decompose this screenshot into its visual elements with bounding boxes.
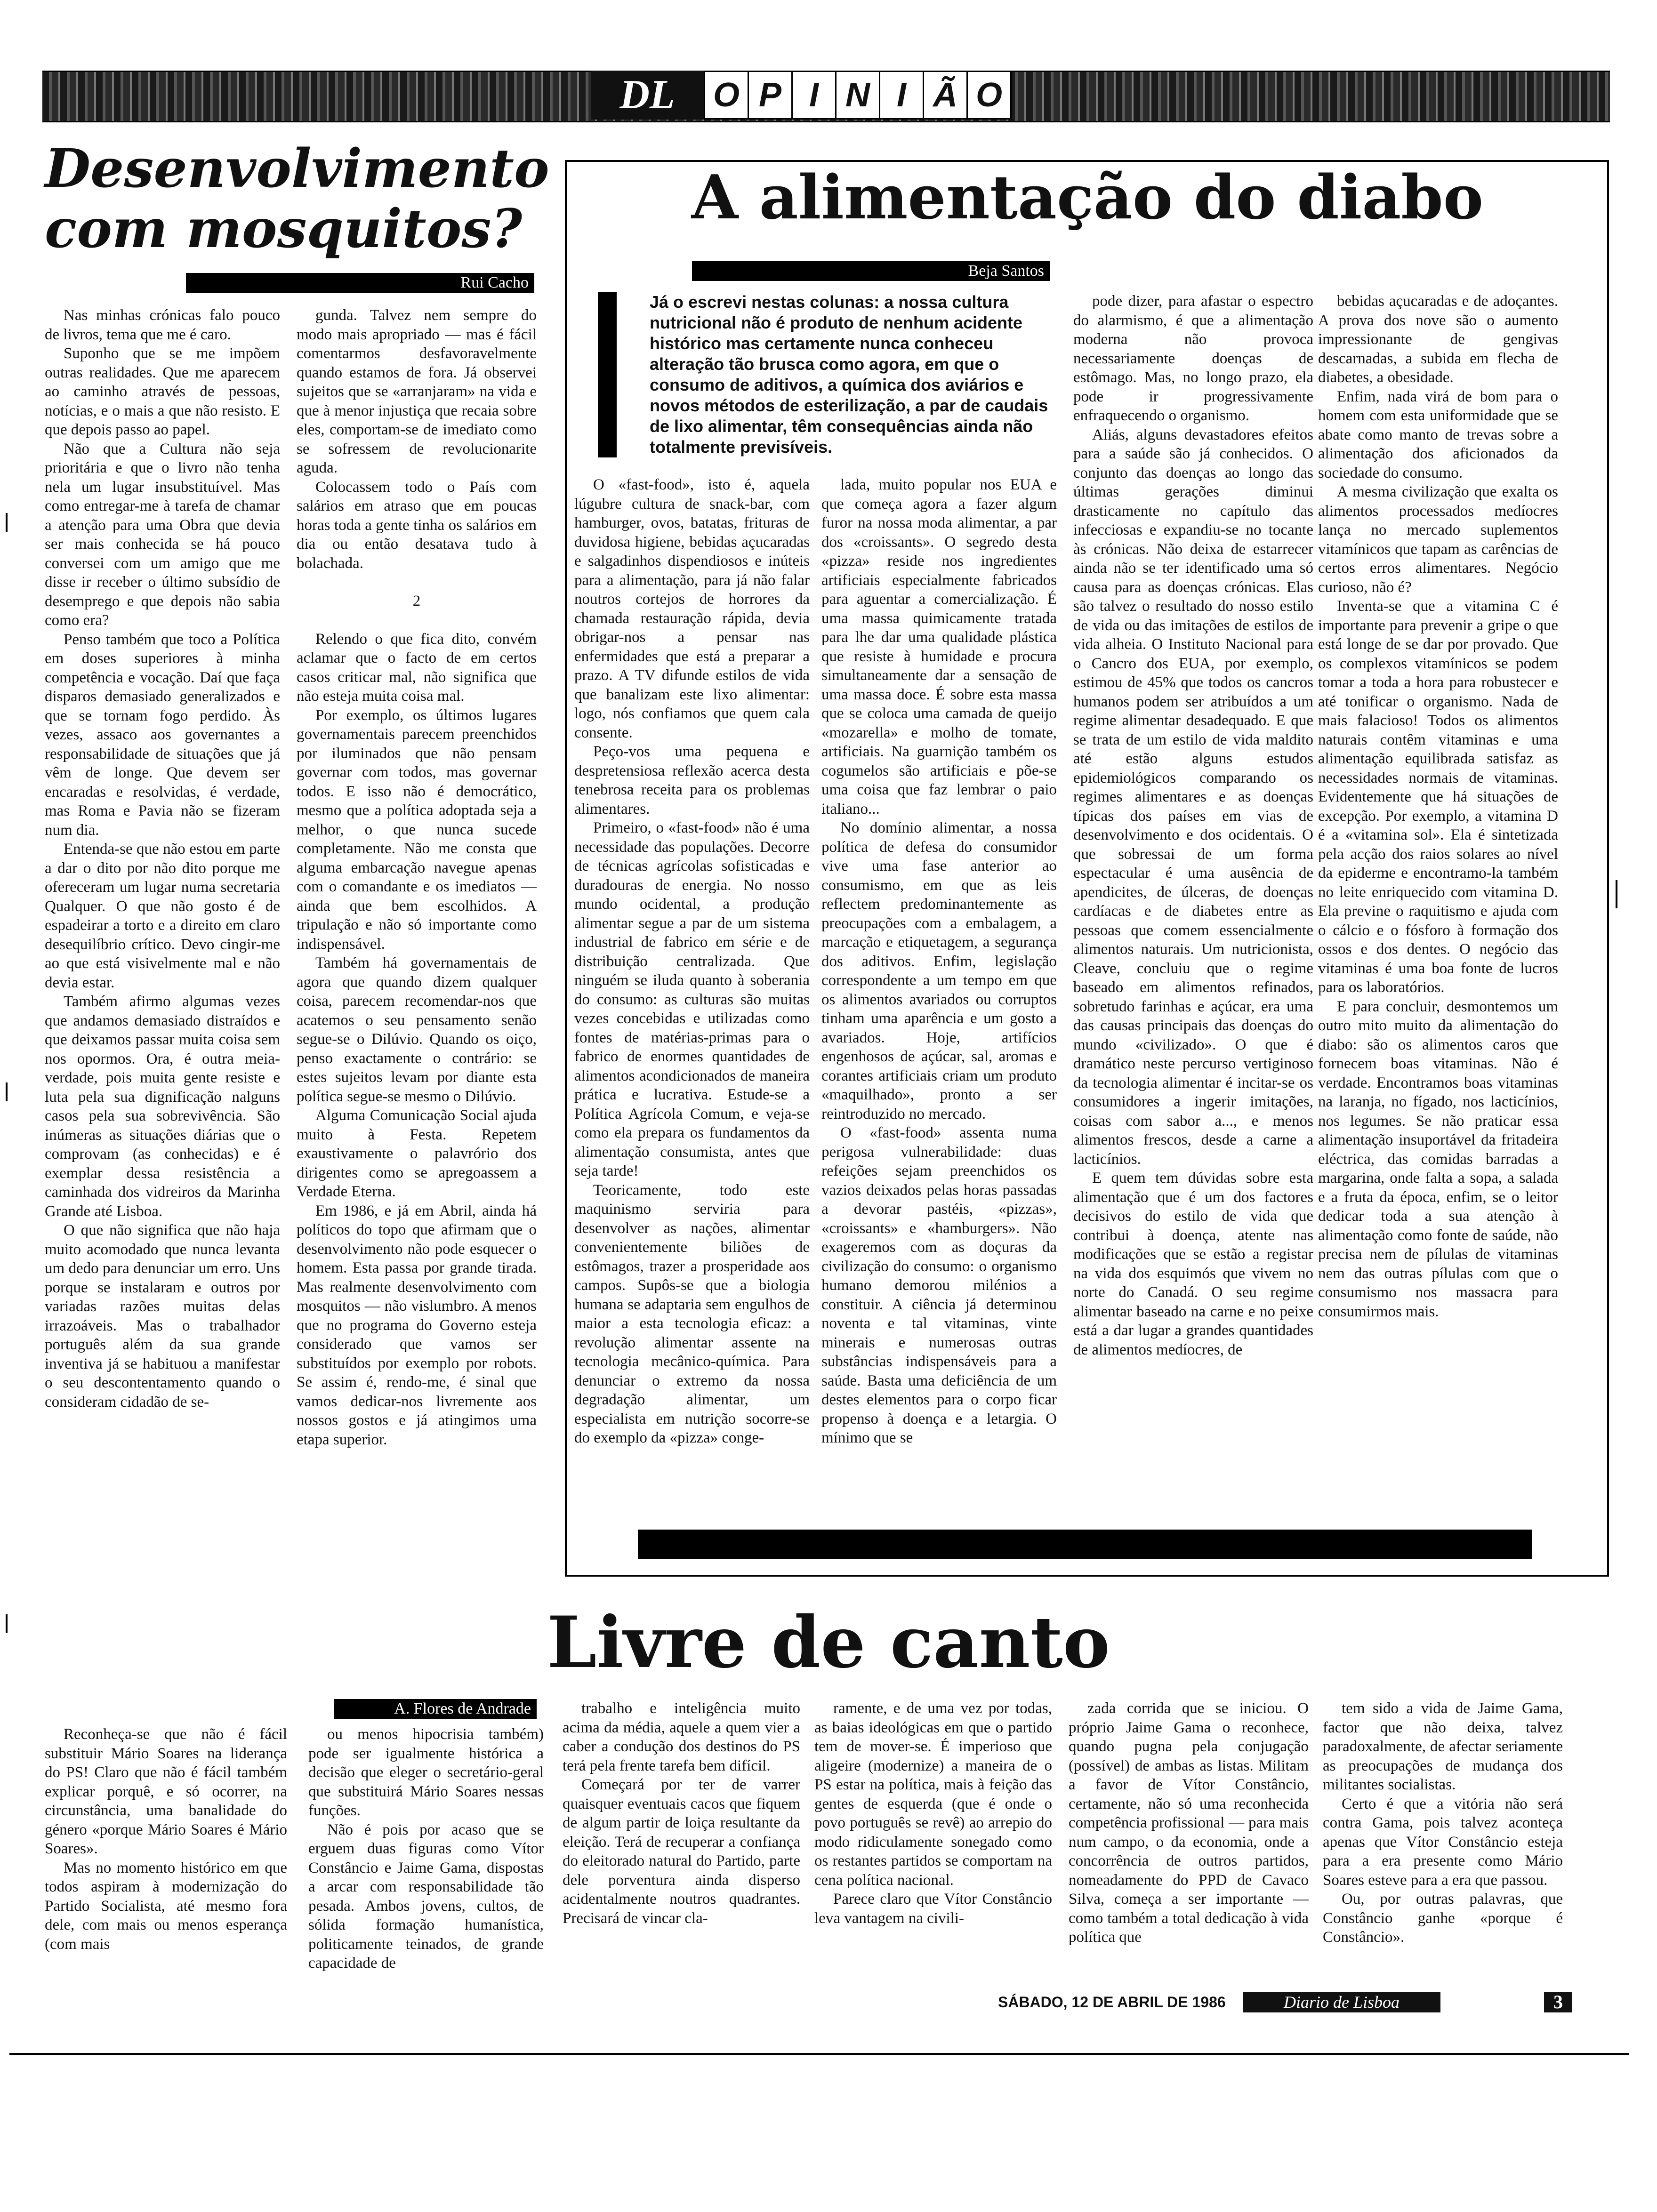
article-paragraph: pode dizer, para afastar o espectro do alarmismo, é que a alimentação moderna não provoca necessariamente doenças de estômago. Mas, no longo prazo, ela pode ir progressivamente enfraquecendo o organismo. [1073, 293, 1313, 424]
article-paragraph: gunda. Talvez nem sempre do modo mais apropriado — mas é fácil comentarmos desfavoravelmente quando estamos de fora. Já observei sujeitos que se «arranjaram» na vida e que à menor injustiça que recaia sobre eles, comportam-se de imediato como se sofressem de revolucionarite aguda. [297, 307, 537, 476]
article-paragraph: Também há governamentais de agora que quando dizem qualquer coisa, parecem recomendar-nos que acatemos o seu pensamento senão segue-se o Dilúvio. Quando os oiço, penso exactamente o contrário: se estes sujeitos levam por diante esta política segue-se mesmo o Dilúvio. [297, 954, 537, 1105]
section-title [704, 71, 1010, 120]
margin-mark [1616, 880, 1617, 908]
footer-masthead: Diario de Lisboa [1243, 1992, 1440, 2012]
page-bottom-rule [9, 2053, 1629, 2055]
article-paragraph: Não é pois por acaso que se erguem duas figuras como Vítor Constâncio e Jaime Gama, dispostas a arcar com responsabilidade tão pesada. Ambos jovens, cultos, de sólida formação humanística, politicamente teinados, de grande capacidade de [308, 1821, 544, 1972]
main-article-column-1 [574, 475, 810, 1448]
footer-date: SÁBADO, 12 DE ABRIL DE 1986 [998, 1994, 1226, 2011]
left-article-column-2 [297, 306, 537, 1449]
article-paragraph: A mesma civilização que exalta os alimentos processados medíocres lança no mercado suplementos vitamínicos que tapam as carências de certos erros alimentares. Negócio curioso, não é? [1318, 483, 1558, 596]
margin-mark [6, 1614, 8, 1633]
article-paragraph: Peço-vos uma pequena e despretensiosa reflexão acerca desta tenebrosa receita para os problemas alimentares. [574, 743, 810, 817]
article-paragraph: Aliás, alguns devastadores efeitos para a saúde são já conhecidos. O conjunto das doenças ao longo das últimas gerações diminui drasticamente no capítulo das infecciosas e expandiu-se no tocante às crónicas. Não deixa de estarrecer ainda não se ter identificado uma só causa para as doenças crónicas. Elas são talvez o resultado do nosso estilo de vida ou das imitações de estilos de vida alheia. O Instituto Nacional para o Cancro dos EUA, por exemplo, estimou de 45% que todos os cancros humanos podem ser atribuídos a um regime alimentar desadequado. E que se trata de um estilo de vida maldito até estão alguns estudos epidemiológicos comparando os regimes alimentares e as doenças típicas dos países em vias de desenvolvimento e dos ocidentais. O que sobressai de um forma espectacular é uma ausência de apendicites, de úlceras, de doenças cardíacas e de diabetes entre as pessoas que comem essencialmente alimentos naturais. Um nutricionista, Cleave, concluiu que o regime baseado em alimentos refinados, sobretudo farinhas e açúcar, era uma das causas principais das doenças do mundo «civilizado». O que é dramático neste percurso vertiginoso da tecnologia alimentar é incitar-se os consumidores a ingerir imitações, coisas com sabor a..., e menos alimentos frescos, desde a carne a lacticínios. [1073, 426, 1313, 1168]
article-paragraph: Relendo o que fica dito, convém aclamar que o facto de em certos casos criticar mal, não significa que não esteja muita coisa mal. [297, 630, 537, 705]
article-paragraph: Alguma Comunicação Social ajuda muito à Festa. Repetem exaustivamente o palavrório dos dirigentes como se apregoassem a Verdade Eterna. [297, 1107, 537, 1200]
section-number: 2 [412, 593, 421, 609]
article-paragraph: O «fast-food» assenta numa perigosa vulnerabilidade: duas refeições sejam preenchidos os vazios deixados pelas horas passadas a devorar pastéis, «pizzas», «croissants» e «hamburgers». Não exageremos com as doçuras da civilização do consumo: o organismo humano demorou milénios a constituir. A ciência já determinou noventa e tal vitaminas, vinte minerais e numerosas outras substâncias indispensáveis para a saúde. Basta uma deficiência de um destes elementos para o corpo ficar propenso à doença e a letargia. O mínimo que se [821, 1124, 1057, 1446]
article-paragraph: Certo é que a vitória não será contra Gama, pois talvez aconteça apenas que Vítor Constâncio esteja para a era presente como Mário Soares esteve para a era que passou. [1323, 1795, 1563, 1889]
article-paragraph: lada, muito popular nos EUA e que começa agora a fazer algum furor na nossa moda alimentar, a par dos «croissants». O segredo desta «pizza» reside nos ingredientes artificiais especialmente fabricados para aguentar a comercialização. É uma massa quimicamente tratada para lhe dar uma qualidade plástica que resiste à humidade e procura simultaneamente dar a sensação de uma massa doce. É sobre esta massa que se coloca uma camada de queijo «mozarella» e molho de tomate, artificiais. Na guarnição também os cogumelos são artificiais e põe-se uma coisa que faz lembrar o paio italiano... [821, 476, 1057, 817]
article-paragraph: E quem tem dúvidas sobre esta alimentação que é um dos factores decisivos do estilo de vida que contribui à doença, atente nas modificações que se estão a registar na vida dos esquimós que vivem no norte do Canadá. O seu regime alimentar baseado na carne e no peixe está a dar lugar a grandes quantidades de alimentos medíocres, de [1073, 1170, 1313, 1358]
main-article-author: Beja Santos [692, 261, 1050, 281]
section-title-letter: I [879, 71, 924, 120]
left-article-headline: Desenvolvimento com mosquitos? [45, 138, 549, 260]
main-article-column-3 [1073, 292, 1313, 1359]
main-article-bottom-rule [638, 1530, 1532, 1559]
left-article-author: Rui Cacho [186, 273, 534, 293]
bottom-article-column-1 [45, 1725, 287, 1954]
main-article-headline: A alimentação do diabo [691, 162, 1484, 233]
article-paragraph: Parece claro que Vítor Constâncio leva vantagem na civili- [814, 1891, 1052, 1927]
article-paragraph: bebidas açucaradas e de adoçantes. A prova dos nove são o aumento impressionante de gengivas descarnadas, a subida em flecha de diabetes, a obesidade. [1318, 293, 1558, 386]
margin-mark [6, 513, 8, 532]
article-paragraph: E para concluir, desmontemos um outro mito muito da alimentação do diabo: são os alimentos caros que fornecem boas vitaminas. Não é verdade. Encontramos boas vitaminas na laranja, no fígado, nos lacticínios, nos legumes. Se não praticar essa alimentação insuportável da fritadeira eléctrica, das comidas barradas a margarina, onde falta a sopa, a salada e a fruta da época, enfim, se o leitor dedicar toda a sua atenção à alimentação como fonte de saúde, não precisa nem de pílulas de vitaminas nem das outras pílulas com que o consumismo nos massacra para consumirmos mais. [1318, 998, 1558, 1320]
section-title-letter: O [966, 71, 1012, 120]
page-number: 3 [1544, 1992, 1572, 2012]
section-title-letter: O [704, 71, 749, 120]
section-title-letter: N [835, 71, 880, 120]
article-paragraph: O «fast-food», isto é, aquela lúgubre cultura de snack-bar, com hamburger, ovos, batatas, frituras de duvidosa higiene, bebidas açucaradas e salgadinhos dispendiosos e inúteis para a alimentação, para já não falar noutros cortejos de horrores da chamada restauração rápida, devia obrigar-nos a pensar nas enfermidades que está a preparar a prazo. A TV difunde estilos de vida que banalizam este lixo alimentar: logo, nós confiamos que quem cala consente. [574, 476, 810, 741]
article-paragraph: ramente, e de uma vez por todas, as baias ideológicas em que o partido tem de mover-se. É imperioso que aligeire (modernize) a maneira de o PS estar na política, mais à feição das gentes de esquerda (que é onde o povo português se revê) ao arrepio do modo ridiculamente sonegado como os restantes partidos se comportam na cena política nacional. [814, 1700, 1052, 1889]
article-paragraph: Teoricamente, todo este maquinismo serviria para desenvolver as nações, alimentar convenientemente biliões de estômagos, trazer a prosperidade aos campos. Supôs-se que a biologia humana se adaptaria sem engulhos de maior a esta tecnologia eficaz: a revolução alimentar assente na tecnologia mecânico-química. Para denunciar o extremo da nossa degradação alimentar, um especialista em nutrição socorre-se do exemplo da «pizza» conge- [574, 1181, 810, 1446]
bottom-article-column-6 [1323, 1699, 1563, 1947]
article-paragraph: Colocassem todo o País com salários em atraso que em poucas horas toda a gente tinha os salários em dia ou então desatava tudo à bolachada. [297, 478, 537, 572]
margin-mark [6, 1082, 8, 1101]
section-title-letter: I [791, 71, 837, 120]
bottom-article-column-3 [563, 1699, 800, 1928]
article-paragraph: O que não significa que não haja muito acomodado que nunca levanta um dedo para denunciar um erro. Uns porque se instalaram e outros por variadas razões muitas delas irrazoáveis. Mas o trabalhador português além da sua grande inventiva já se habituou a manifestar o seu descontentamento quando o consideram cidadão de se- [45, 1222, 280, 1411]
article-paragraph: trabalho e inteligência muito acima da média, aquele a quem vier a caber a condução dos destinos do PS terá pela frente tarefa bem difícil. [563, 1700, 800, 1774]
article-paragraph: ou menos hipocrisia também) pode ser igualmente histórica a decisão que eleger o secretário-geral que substituirá Mário Soares nessas funções. [308, 1726, 544, 1819]
newspaper-logo: DL [591, 71, 704, 120]
article-paragraph: Mas no momento histórico em que todos aspiram à modernização do Partido Socialista, até mesmo fora dele, com mais ou menos esperança (com mais [45, 1859, 287, 1953]
section-title-letter: P [748, 71, 793, 120]
bottom-article-column-5 [1069, 1699, 1309, 1947]
article-paragraph: Em 1986, e já em Abril, ainda há políticos do topo que afirmam que o desenvolvimento não pode esquecer o homem. Esta passa por grande tirada. Mas realmente desenvolvimento com mosquitos — não vislumbro. A menos que no programa do Governo esteja considerado que vamos ser substituídos por exemplo por robots. Se assim é, rendo-me, é sinal que vamos dedicar-nos livremente aos nossos gostos e já atingimos uma etapa superior. [297, 1202, 537, 1448]
article-paragraph: Entenda-se que não estou em parte a dar o dito por não dito porque me ofereceram um lugar numa secretaria Qualquer. O que não gosto é de espadeirar a torto e a direito em claro desequilíbrio crítico. Devo cingir-me ao que está visivelmente mal e não devia estar. [45, 841, 280, 991]
article-paragraph: Inventa-se que a vitamina C é importante para prevenir a gripe o que está longe de se dar por provado. Que os complexos vitamínicos se podem tomar a toda a hora para robustecer e até tonificar o organismo. Nada de mais falacioso! Todos os alimentos naturais contêm vitaminas e uma alimentação equilibrada satisfaz as necessidades normais de vitaminas. Evidentemente que há situações de excepção. Por exemplo, a vitamina D é a «vitamina sol». Ela é sintetizada pela acção dos raios solares ao nível da epiderme e encontramo-la também no leite enriquecido com vitamina D. Ela previne o raquitismo e ajuda com o cálcio e o fósforo à formação dos ossos e dos dentes. O negócio das vitaminas é uma boa fonte de lucros para os laboratórios. [1318, 598, 1558, 996]
main-article-column-2 [821, 475, 1057, 1448]
section-title-letter: Ã [923, 71, 968, 120]
main-article-column-4 [1318, 292, 1558, 1321]
bottom-article-author: A. Flores de Andrade [334, 1699, 537, 1719]
bottom-article-column-4 [814, 1699, 1052, 1928]
main-article-lead: Já o escrevi nestas colunas: a nossa cultura nutricional não é produto de nenhum acidente histórico mas certamente nunca conheceu alteração tão brusca como agora, em que o consumo de aditivos, a química dos aviários e novos métodos de esterilização, a par de caudais de lixo alimentar, têm consequências ainda não totalmente previsíveis. [598, 292, 1050, 457]
article-paragraph: Ou, por outras palavras, que Constâncio ganhe «porque é Constâncio». [1323, 1891, 1563, 1946]
left-article-column-1 [45, 306, 280, 1411]
bottom-article-column-2 [308, 1725, 544, 1973]
article-paragraph: Também afirmo algumas vezes que andamos demasiado distraídos e que deixamos passar muita coisa sem nos opormos. Ora, é outra meia-verdade, pois muita gente resiste e luta pela sua dignificação nalguns casos pela sua sobrevivência. São inúmeras as situações diárias que o comprovam (as conhecidas) e é exemplar dessa resistência a caminhada dos vidreiros da Marinha Grande até Lisboa. [45, 993, 280, 1220]
article-paragraph: zada corrida que se iniciou. O próprio Jaime Gama o reconhece, quando pugna pela conjugação (possível) de ambas as listas. Militam a favor de Vítor Constâncio, certamente, não só uma reconhecida competência profissional — para mais num campo, o da economia, onde a concorrência de outros partidos, nomeadamente do PPD de Cavaco Silva, começa a ser importante — como também a total dedicação à vida política que [1069, 1700, 1309, 1946]
bottom-article-headline: Livre de canto [547, 1601, 1110, 1684]
article-paragraph: Não que a Cultura não seja prioritária e que o livro não tenha nela um lugar insubstituível. Mas como entregar-me à tarefa de chamar a atenção para uma Obra que devia ser mais conhecida se há pouco conversei com um amigo que me disse ir receber o último subsídio de desemprego e que depois não sabia como era? [45, 440, 280, 629]
article-paragraph: Reconheça-se que não é fácil substituir Mário Soares na liderança do PS! Claro que não é fácil também explicar porquê, e só ocorrer, na circunstância, uma banalidade do género «porque Mário Soares é Mário Soares». [45, 1726, 287, 1857]
article-paragraph: tem sido a vida de Jaime Gama, factor que não deixa, talvez paradoxalmente, de afectar seriamente as preocupações de mudança dos militantes socialistas. [1323, 1700, 1563, 1793]
article-paragraph: Penso também que toco a Política em doses superiores à minha competência e vocação. Daí que faça disparos demasiado generalizados e que se tornam fogo perdido. Às vezes, assaco aos governantes a responsabilidade de situações que já vêm de longe. Que devem ser encaradas e resolvidas, é verdade, mas Roma e Pavia não se fizeram num dia. [45, 631, 280, 839]
article-paragraph: Começará por ter de varrer quaisquer eventuais cacos que fiquem de algum partir de loiça resultante da eleição. Terá de recuperar a confiança do eleitorado natural do Partido, parte dele porventura ainda disperso acidentalmente noutros quadrantes. Precisará de vincar cla- [563, 1776, 800, 1927]
article-paragraph: Primeiro, o «fast-food» não é uma necessidade das populações. Decorre de técnicas agrícolas sofisticadas e duradouras de energia. No nosso mundo ocidental, a produção alimentar segue a par de um sistema industrial de fabrico em série e de distribuição centralizada. Que ninguém se iluda quanto à soberania do consumo: as culturas são muitas vezes concebidas e utilizadas como fontes de matérias-primas para o fabrico de enormes quantidades de alimentos acondicionados de maneira prática e lucrativa. Estude-se a Política Agrícola Comum, e veja-se como ela prepara os fundamentos da alimentação consumista, antes que seja tarde! [574, 819, 810, 1179]
article-paragraph: Suponho que se me impõem outras realidades. Que me aparecem ao caminho através de pessoas, notícias, e o mais a que não resisto. E que depois passo ao papel. [45, 345, 280, 438]
article-paragraph: Enfim, nada virá de bom para o homem com esta uniformidade que se abate como manto de trevas sobre a alimentação dos aficionados da sociedade do consumo. [1318, 388, 1558, 481]
article-paragraph: Nas minhas crónicas falo pouco de livros, tema que me é caro. [45, 307, 280, 343]
article-paragraph: Por exemplo, os últimos lugares governamentais parecem preenchidos por iluminados que não pensam governar com todos, mas governar todos. E isso não é democrático, mesmo que a política adoptada seja a melhor, o que nunca sucede completamente. Não me consta que alguma embarcação navegue apenas com o comandante e os imediatos — ainda que bem escolhidos. A tripulação e não só importante como indispensável. [297, 706, 537, 953]
article-paragraph: No domínio alimentar, a nossa política de defesa do consumidor vive uma fase anterior ao consumismo, em que as leis reflectem predominantemente as preocupações com a embalagem, a marcação e etiquetagem, a segurança dos aditivos. Enfim, legislação correspondente a um tempo em que os alimentos avariados ou corruptos tinham uma aparência e um gosto a avariados. Hoje, artifícios engenhosos de açúcar, sal, aromas e corantes artificiais criam um produto «maquilhado», pronto a ser reintroduzido no mercado. [821, 819, 1057, 1122]
